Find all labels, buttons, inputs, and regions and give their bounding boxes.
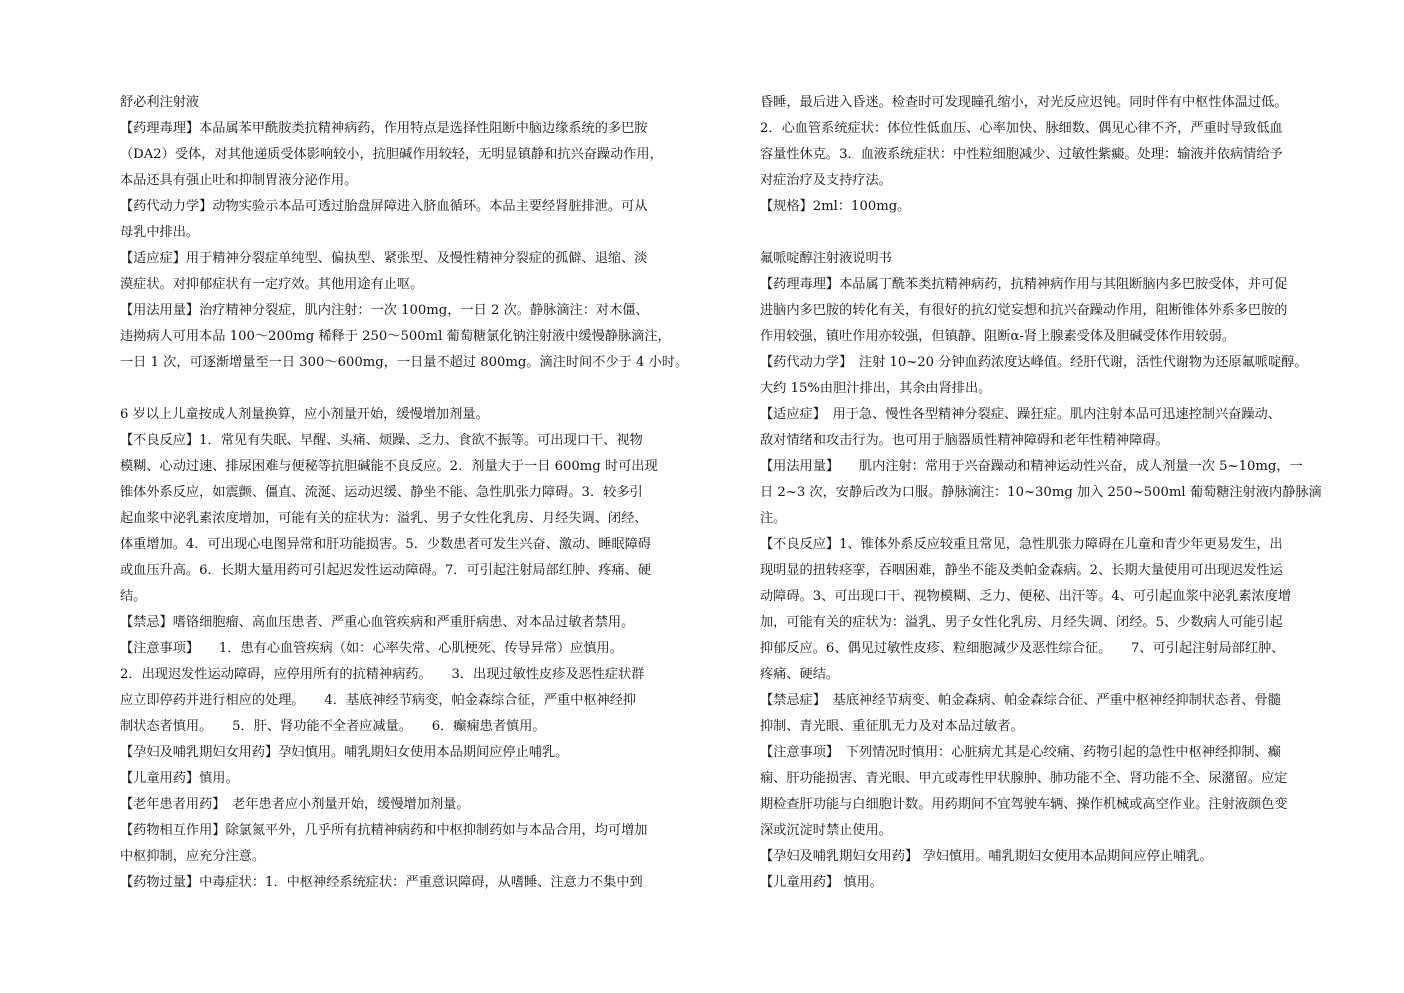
left-text-line: 【药物过量】中毒症状：1．中枢神经系统症状：严重意识障碍，从嗜睡、注意力不集中到 xyxy=(120,875,643,890)
right-text-line: 痫、肝功能损害、青光眼、甲亢或毒性甲状腺肿、肺功能不全、肾功能不全、尿潴留。应定 xyxy=(760,771,1288,786)
left-text-line: 【儿童用药】慎用。 xyxy=(120,771,239,786)
right-text-line: 昏睡，最后进入昏迷。检查时可发现瞳孔缩小，对光反应迟钝。同时伴有中枢性体温过低。 xyxy=(760,95,1288,110)
right-text-line: 作用较强，镇吐作用亦较强，但镇静、阻断α-肾上腺素受体及胆碱受体作用较弱。 xyxy=(760,329,1235,344)
left-text-line: 结。 xyxy=(120,589,147,604)
left-text-line: 【药物相互作用】除氯氮平外，几乎所有抗精神病药和中枢抑制药如与本品合用，均可增加 xyxy=(120,823,648,838)
left-text-line: 母乳中排出。 xyxy=(120,225,200,240)
right-text-line: 对症治疗及支持疗法。 xyxy=(760,173,892,188)
left-text-line: 起血浆中泌乳素浓度增加，可能有关的症状为：溢乳、男子女性化乳房、月经失调、闭经、 xyxy=(120,511,648,526)
right-text-line: 日 2~3 次，安静后改为口服。静脉滴注：10~30mg 加入 250~500ml 葡萄糖注射液内静脉滴 xyxy=(760,485,1322,500)
right-text-line: 现明显的扭转痉挛，吞咽困难，静坐不能及类帕金森病。2、长期大量使用可出现迟发性运 xyxy=(760,563,1283,578)
left-text-line: 【禁忌】嗜铬细胞瘤、高血压患者、严重心血管疾病和严重肝病患、对本品过敏者禁用。 xyxy=(120,615,635,630)
right-text-line: 【儿童用药】 慎用。 xyxy=(760,875,883,890)
left-text-line: 漠症状。对抑郁症状有一定疗效。其他用途有止呕。 xyxy=(120,277,424,292)
right-text-line: 2．心血管系统症状：体位性低血压、心率加快、脉细数、偶见心律不齐，严重时导致低血 xyxy=(760,121,1283,136)
left-text-line: 本品还具有强止吐和抑制胃液分泌作用。 xyxy=(120,173,358,188)
right-text-line: 期检查肝功能与白细胞计数。用药期间不宜驾驶车辆、操作机械或高空作业。注射液颜色变 xyxy=(760,797,1288,812)
left-text-line: 模糊、心动过速、排尿困难与便秘等抗胆碱能不良反应。2．剂量大于一日 600mg 时可出现 xyxy=(120,459,658,474)
right-text-line: 【药代动力学】 注射 10~20 分钟血药浓度达峰值。经肝代谢，活性代谢物为还原氟哌啶醇。 xyxy=(760,355,1308,370)
right-text-line: 容量性休克。3．血液系统症状：中性粒细胞减少、过敏性紫癜。处理：输液并依病情给予 xyxy=(760,147,1283,162)
left-text-line: 【老年患者用药】 老年患者应小剂量开始，缓慢增加剂量。 xyxy=(120,797,470,812)
right-text-line: 氟哌啶醇注射液说明书 xyxy=(760,251,892,266)
right-text-line: 敌对情绪和攻击行为。也可用于脑器质性精神障碍和老年性精神障碍。 xyxy=(760,433,1169,448)
left-text-line: 【药理毒理】本品属苯甲酰胺类抗精神病药，作用特点是选择性阻断中脑边缘系统的多巴胺 xyxy=(120,121,648,136)
right-text-line: 【用法用量】 肌内注射：常用于兴奋躁动和精神运动性兴奋，成人剂量一次 5~10mg，一 xyxy=(760,459,1303,474)
left-text-line: 舒必利注射液 xyxy=(120,95,200,110)
right-text-line: 【孕妇及哺乳期妇女用药】 孕妇慎用。哺乳期妇女使用本品期间应停止哺乳。 xyxy=(760,849,1213,864)
left-text-line: （DA2）受体，对其他递质受体影响较小，抗胆碱作用较轻，无明显镇静和抗兴奋躁动作用， xyxy=(120,147,663,162)
left-text-line: 锥体外系反应，如震颤、僵直、流涎、运动迟缓、静坐不能、急性肌张力障碍。3．较多引 xyxy=(120,485,643,500)
left-column xyxy=(120,90,730,896)
right-text-line: 【药理毒理】本品属丁酰苯类抗精神病药，抗精神病作用与其阻断脑内多巴胺受体，并可促 xyxy=(760,277,1288,292)
left-text-line: 【用法用量】治疗精神分裂症，肌内注射：一次 100mg，一日 2 次。静脉滴注：对木僵、 xyxy=(120,303,649,318)
right-text-line: 【禁忌症】 基底神经节病变、帕金森病、帕金森综合征、严重中枢神经抑制状态者、骨髓 xyxy=(760,693,1281,708)
left-text-line: 一日 1 次，可逐渐增量至一日 300～600mg，一日量不超过 800mg。滴注时间不少于 4 小时。 xyxy=(120,355,689,370)
right-text-line: 【不良反应】1、锥体外系反应较重且常见，急性肌张力障碍在儿童和青少年更易发生，出 xyxy=(760,537,1283,552)
right-blank-line xyxy=(760,220,1360,246)
left-text-line: 体重增加。4．可出现心电图异常和肝功能损害。5．少数患者可发生兴奋、激动、睡眠障碍 xyxy=(120,537,652,552)
right-text-line: 大约 15%由胆汁排出，其余由肾排出。 xyxy=(760,381,992,396)
left-text-line: 制状态者慎用。 5．肝、肾功能不全者应减量。 6．癫痫患者慎用。 xyxy=(120,719,546,734)
left-text-line: 【不良反应】1．常见有失眠、早醒、头痛、烦躁、乏力、食欲不振等。可出现口干、视物 xyxy=(120,433,643,448)
right-column xyxy=(760,90,1360,896)
right-text-line: 抑郁反应。6、偶见过敏性皮疹、粒细胞减少及恶性综合征。 7、可引起注射局部红肿、 xyxy=(760,641,1285,656)
right-text-line: 【注意事项】 下列情况时慎用：心脏病尤其是心绞痛、药物引起的急性中枢神经抑制、癫 xyxy=(760,745,1281,760)
right-text-line: 疼痛、硬结。 xyxy=(760,667,840,682)
right-text-line: 抑制、青光眼、重征肌无力及对本品过敏者。 xyxy=(760,719,1024,734)
left-text-line: 2．出现迟发性运动障碍，应停用所有的抗精神病药。 3．出现过敏性皮疹及恶性症状群 xyxy=(120,667,645,682)
left-text-line: 6 岁以上儿童按成人剂量换算，应小剂量开始，缓慢增加剂量。 xyxy=(120,407,489,422)
left-text-line: 【注意事项】 1．患有心血管疾病（如：心率失常、心肌梗死、传导异常）应慎用。 xyxy=(120,641,623,656)
left-text-line: 【适应症】用于精神分裂症单纯型、偏执型、紧张型、及慢性精神分裂症的孤僻、退缩、淡 xyxy=(120,251,648,266)
left-text-line: 【孕妇及哺乳期妇女用药】孕妇慎用。哺乳期妇女使用本品期间应停止哺乳。 xyxy=(120,745,569,760)
left-text-line: 应立即停药并进行相应的处理。 4．基底神经节病变，帕金森综合征，严重中枢神经抑 xyxy=(120,693,637,708)
right-text-line: 深或沉淀时禁止使用。 xyxy=(760,823,892,838)
left-text-line: 【药代动力学】动物实验示本品可透过胎盘屏障进入脐血循环。本品主要经肾脏排泄。可从 xyxy=(120,199,648,214)
right-text-line: 注。 xyxy=(760,511,787,526)
right-text-line: 【规格】2ml：100mg。 xyxy=(760,199,911,214)
left-text-line: 中枢抑制，应充分注意。 xyxy=(120,849,266,864)
left-blank-line xyxy=(120,376,730,402)
left-text-line: 或血压升高。6．长期大量用药可引起迟发性运动障碍。7．可引起注射局部红肿、疼痛、硬 xyxy=(120,563,652,578)
right-text-line: 【适应症】 用于急、慢性各型精神分裂症、躁狂症。肌内注射本品可迅速控制兴奋躁动、 xyxy=(760,407,1281,422)
right-text-line: 加，可能有关的症状为：溢乳、男子女性化乳房、月经失调、闭经。5、少数病人可能引起 xyxy=(760,615,1283,630)
left-text-line: 违拗病人可用本品 100～200mg 稀释于 250～500ml 葡萄糖氯化钠注射液中缓慢静脉滴注， xyxy=(120,329,671,344)
right-text-line: 进脑内多巴胺的转化有关，有很好的抗幻觉妄想和抗兴奋躁动作用，阻断锥体外系多巴胺的 xyxy=(760,303,1288,318)
right-text-line: 动障碍。3、可出现口干、视物模糊、乏力、便秘、出汗等。4、可引起血浆中泌乳素浓度增 xyxy=(760,589,1292,604)
